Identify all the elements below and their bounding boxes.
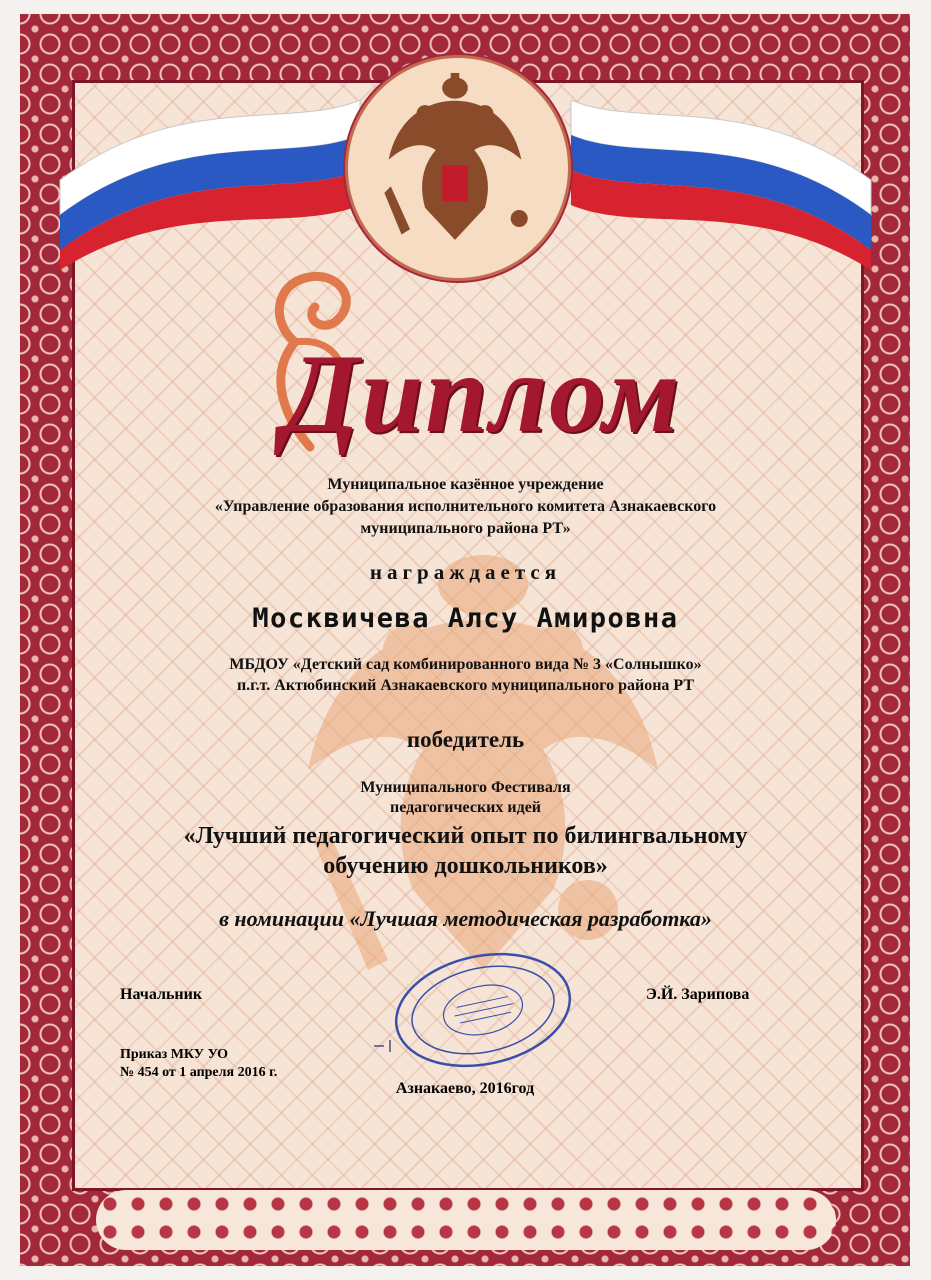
diploma-title: Диплом (282, 332, 682, 456)
contest-line: обучению дошкольников» (323, 853, 608, 879)
organization-block (0, 474, 931, 540)
place-and-year: Азнакаево, 2016год (395, 1080, 535, 1097)
bottom-ornament-band (96, 1190, 836, 1250)
organization-line: Муниципальное казённое учреждение (327, 476, 604, 493)
recipient-name: Москвичева Алсу Амировна (252, 603, 679, 634)
festival-line: педагогических идей (389, 799, 542, 816)
signature-mark-icon (370, 1034, 410, 1054)
order-reference (120, 1046, 277, 1082)
official-stamp-icon (388, 950, 578, 1070)
order-line: Приказ МКУ УО (120, 1047, 229, 1062)
contest-title (0, 821, 931, 881)
organization-line: муниципального района РТ» (360, 520, 571, 537)
school-block (0, 654, 931, 696)
organization-line: «Управление образования исполнительного комитета Азнакаевского (214, 498, 717, 515)
award-status: победитель (406, 727, 525, 752)
contest-line: «Лучший педагогический опыт по билингвальному (183, 823, 748, 849)
order-line: № 454 от 1 апреля 2016 г. (120, 1065, 278, 1080)
school-line: п.г.т. Актюбинский Азнакаевского муниципального района РТ (236, 677, 695, 694)
festival-block (0, 778, 931, 818)
signer-name: Э.Й. Зарипова (646, 986, 750, 1003)
school-line: МБДОУ «Детский сад комбинированного вида № 3 «Солнышко» (229, 656, 702, 673)
festival-line: Муниципального Фестиваля (360, 779, 571, 796)
state-emblem-medallion (345, 55, 571, 281)
nomination: в номинации «Лучшая методическая разработка» (219, 906, 712, 931)
signer-title: Начальник (120, 986, 203, 1003)
double-headed-eagle-icon (348, 58, 562, 272)
awarded-label: награждается (369, 560, 562, 584)
